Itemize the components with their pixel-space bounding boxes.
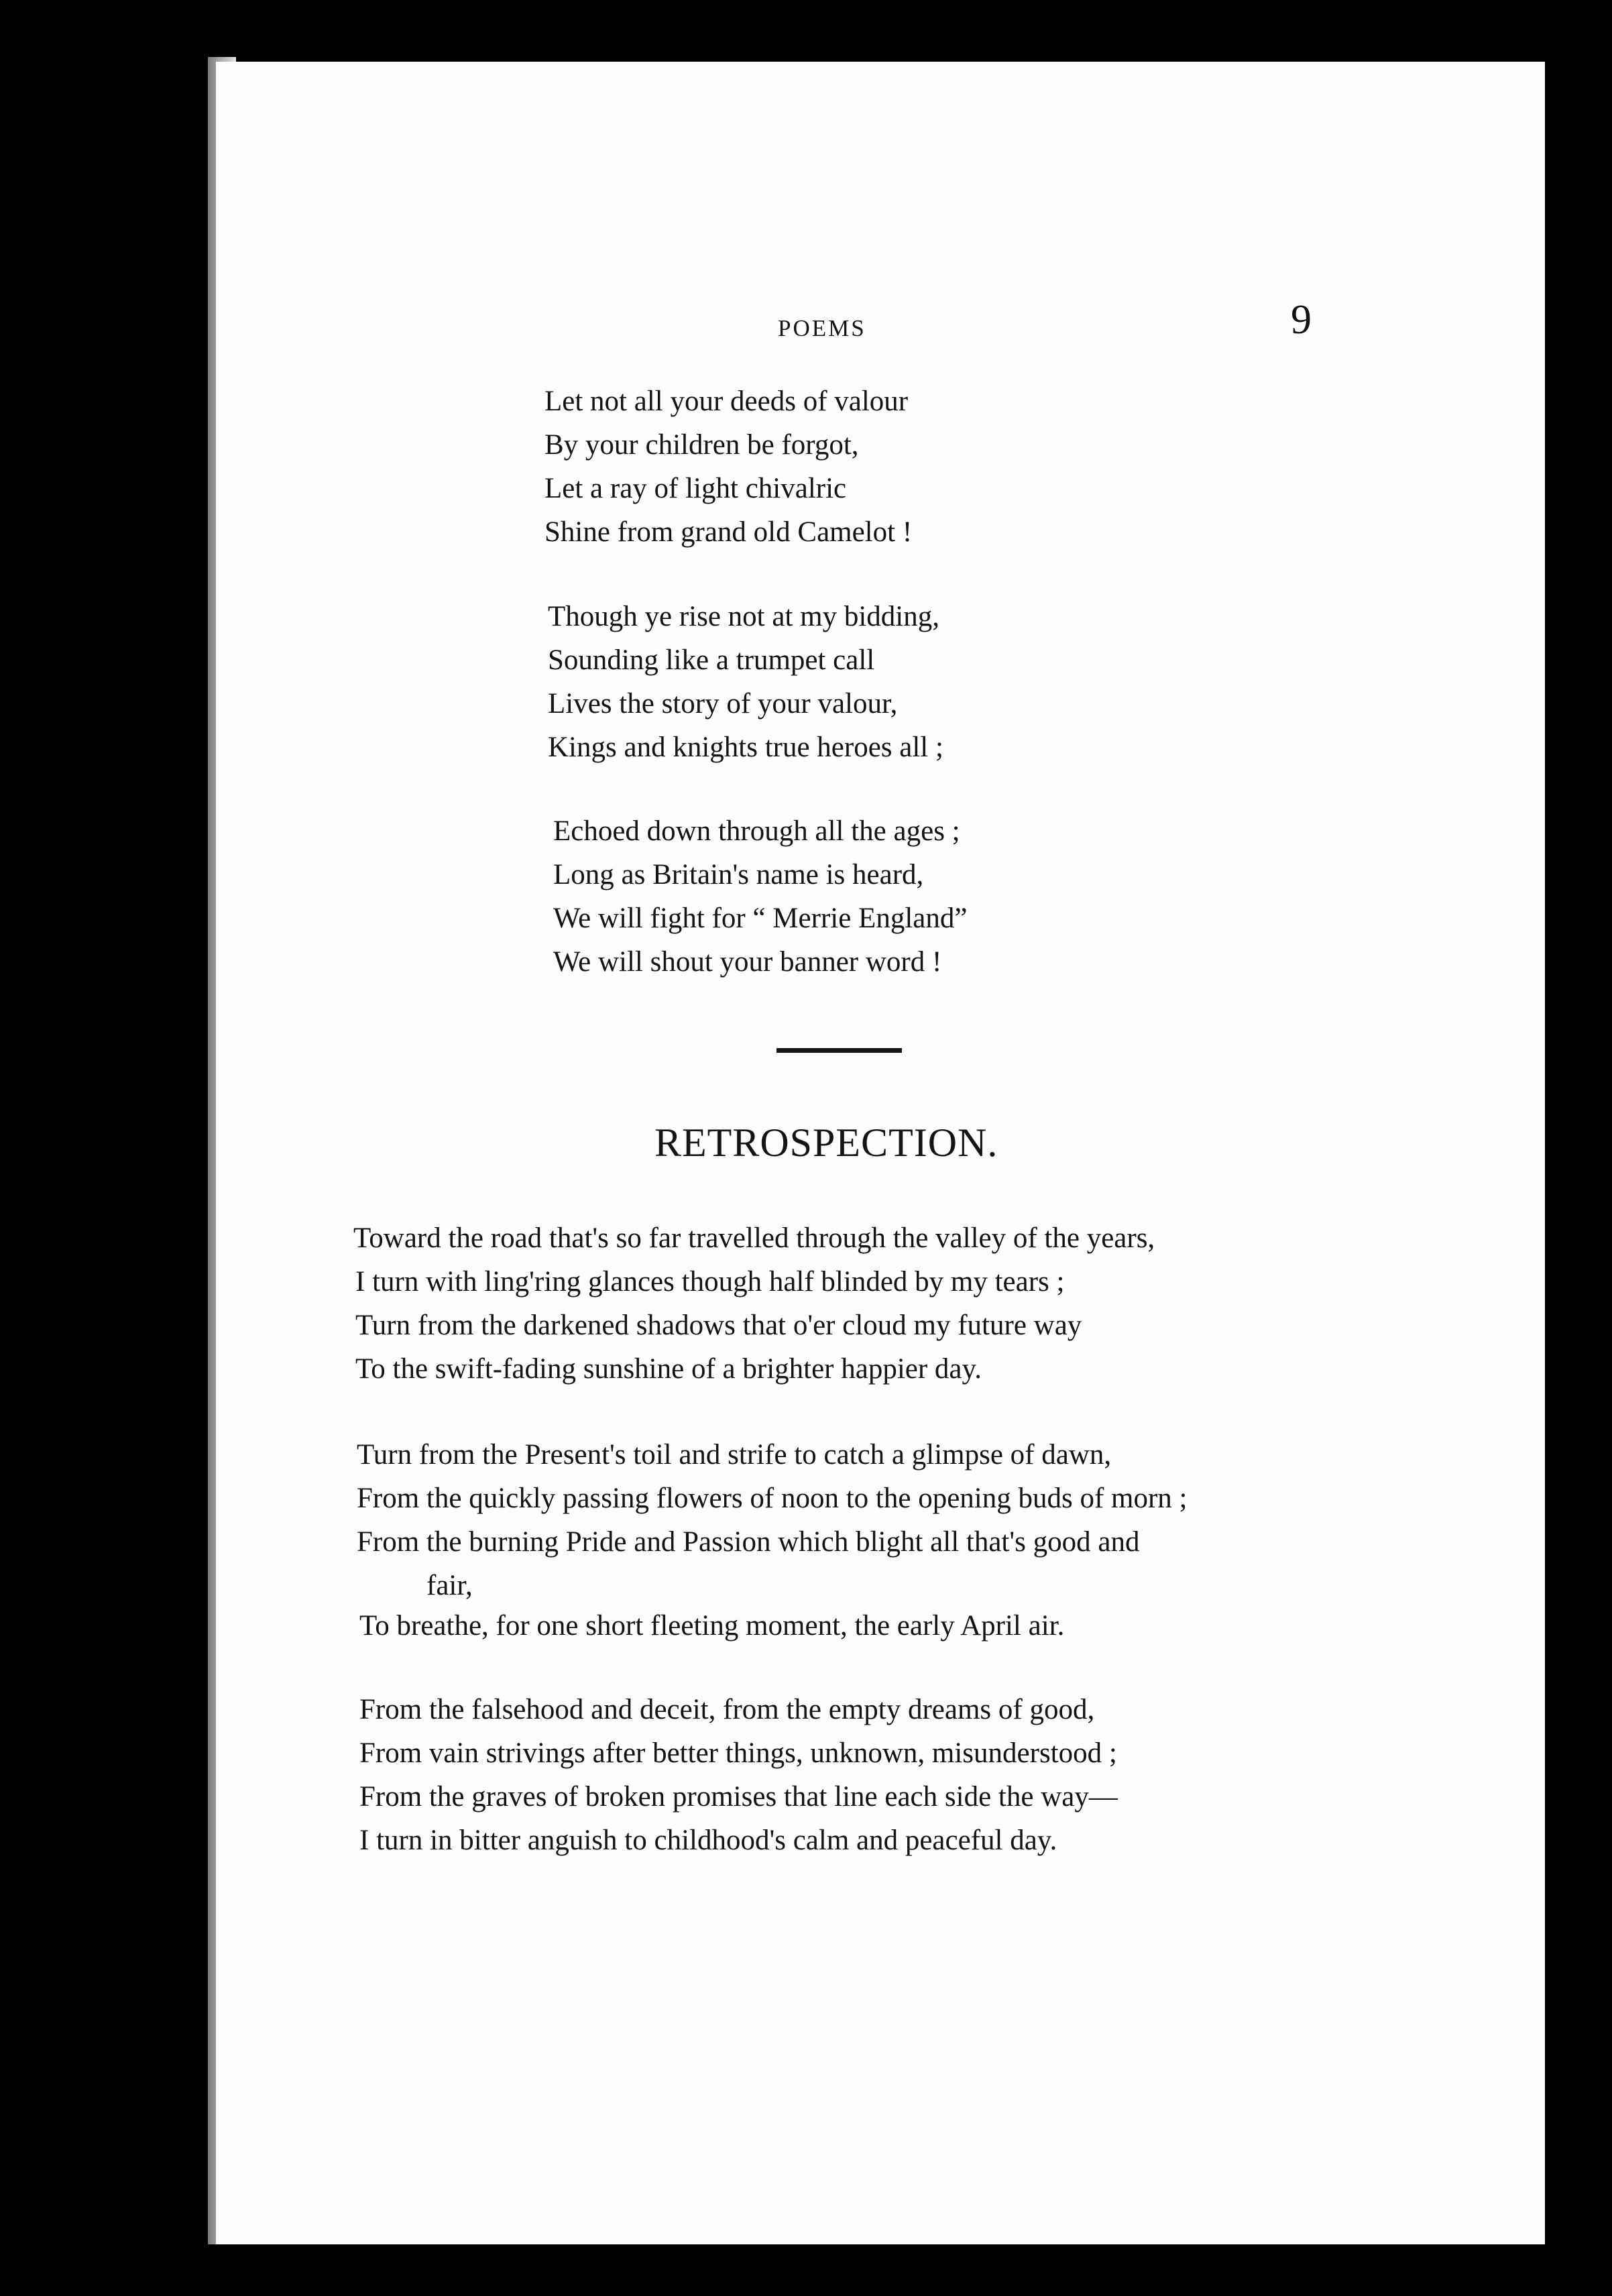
verse-line: We will fight for “ Merrie England” — [553, 903, 968, 934]
verse-line: Lives the story of your valour, — [548, 688, 898, 720]
poem-title: RETROSPECTION. — [654, 1121, 998, 1165]
verse-line: By your children be forgot, — [544, 429, 859, 461]
verse-line: I turn in bitter anguish to childhood's calm and peaceful day. — [359, 1825, 1057, 1856]
verse-line: From the burning Pride and Passion which blight all that's good and — [357, 1526, 1140, 1558]
verse-line: Shine from grand old Camelot ! — [544, 516, 913, 548]
verse-line: Turn from the Present's toil and strife to catch a glimpse of dawn, — [357, 1439, 1112, 1471]
verse-line: We will shout your banner word ! — [553, 946, 942, 978]
verse-line: From vain strivings after better things, unknown, misunderstood ; — [359, 1737, 1117, 1769]
verse-line: Let not all your deeds of valour — [544, 386, 909, 417]
verse-line: Kings and knights true heroes all ; — [548, 732, 943, 763]
verse-line: Echoed down through all the ages ; — [553, 815, 960, 847]
section-divider-rule — [776, 1048, 902, 1053]
verse-line: I turn with ling'ring glances though half blinded by my tears ; — [355, 1266, 1065, 1298]
page-number: 9 — [1291, 297, 1312, 343]
verse-line: Long as Britain's name is heard, — [553, 859, 924, 891]
verse-line: From the quickly passing flowers of noon to the opening buds of morn ; — [357, 1483, 1188, 1514]
verse-line: Turn from the darkened shadows that o'er cloud my future way — [355, 1310, 1082, 1341]
verse-line: From the falsehood and deceit, from the empty dreams of good, — [359, 1694, 1095, 1725]
verse-line: Though ye rise not at my bidding, — [548, 601, 940, 632]
verse-line: From the graves of broken promises that line each side the way— — [359, 1781, 1118, 1813]
verse-line: To the swift-fading sunshine of a brighter happier day. — [355, 1353, 982, 1385]
verse-line: To breathe, for one short fleeting moment, the early April air. — [359, 1610, 1065, 1642]
verse-line: Sounding like a trumpet call — [548, 644, 875, 676]
verse-line: fair, — [426, 1570, 473, 1601]
verse-line: Let a ray of light chivalric — [544, 473, 847, 504]
verse-line: Toward the road that's so far travelled through the valley of the years, — [353, 1222, 1155, 1254]
running-head: POEMS — [778, 315, 866, 341]
